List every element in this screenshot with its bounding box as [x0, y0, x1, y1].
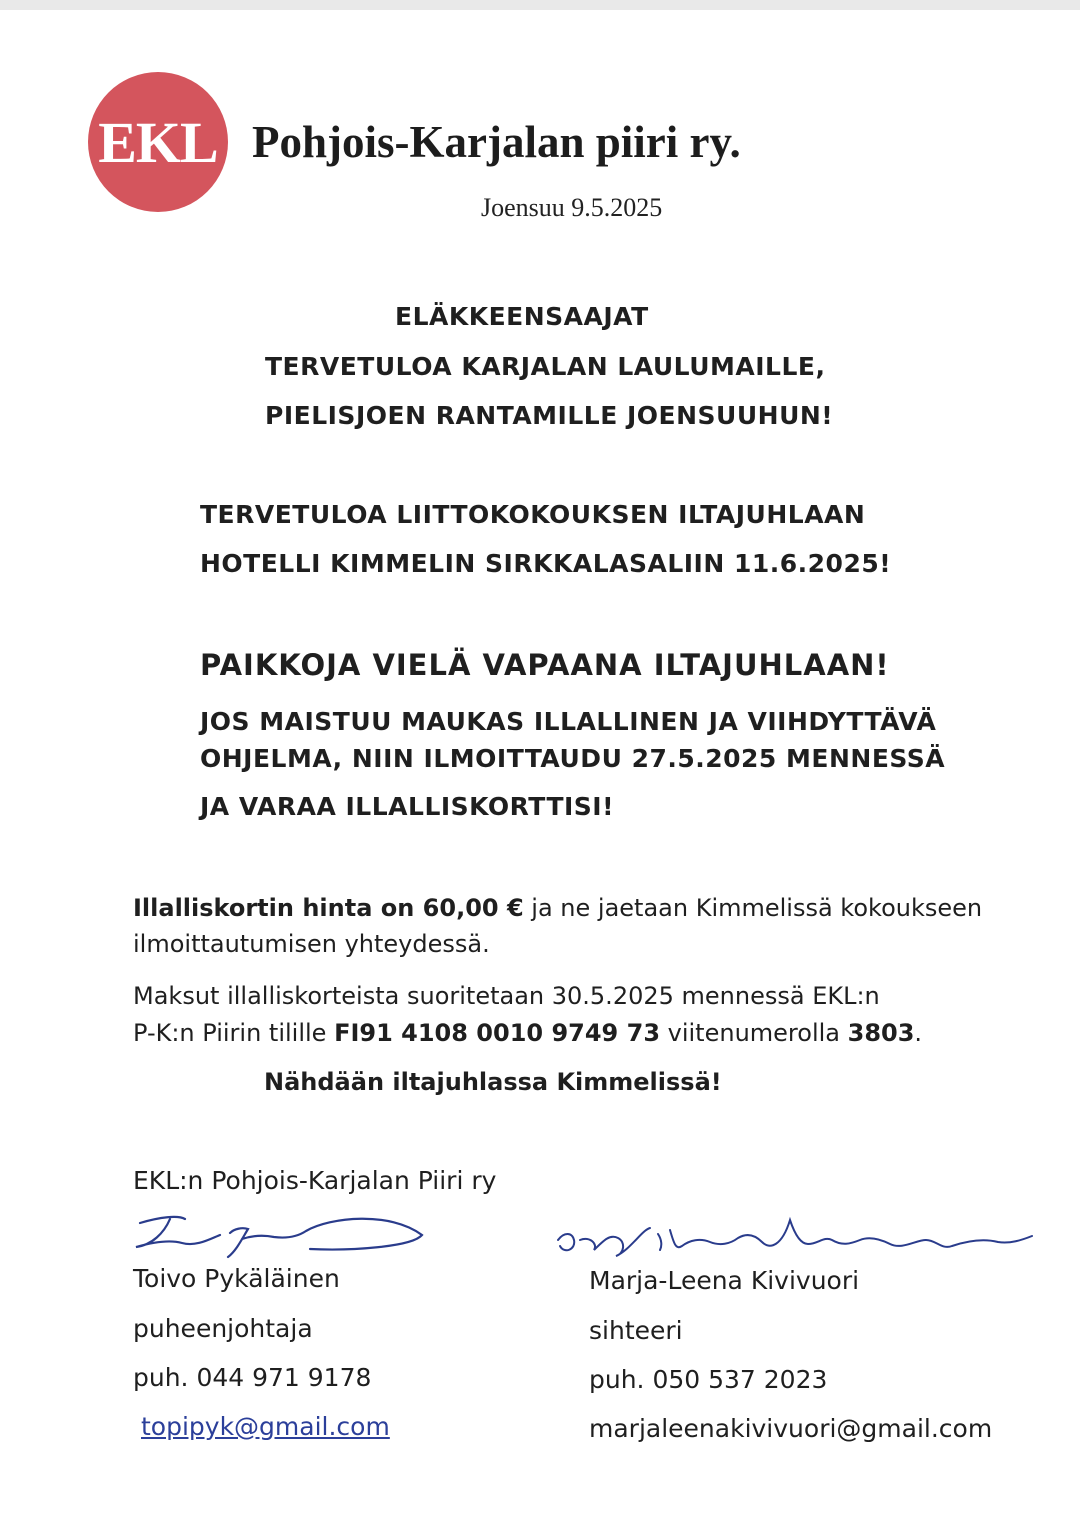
signature-toivo — [130, 1205, 430, 1265]
price-paragraph-line-1 — [133, 894, 982, 922]
right-signer-role: sihteeri — [589, 1316, 683, 1345]
greeting-line-3: PIELISJOEN RANTAMILLE JOENSUUHUN! — [265, 401, 834, 430]
iban: FI91 4108 0010 9749 73 — [334, 1019, 661, 1047]
payment-paragraph-line-2 — [133, 1019, 922, 1047]
invitation-line-2: HOTELLI KIMMELIN SIRKKALASALIIN 11.6.2025! — [200, 549, 892, 578]
price-text: Illalliskortin hinta on 60,00 € — [133, 894, 524, 922]
logo-text: EKL — [98, 109, 218, 175]
signature-organization: EKL:n Pohjois-Karjalan Piiri ry — [133, 1166, 497, 1195]
left-signer-role: puheenjohtaja — [133, 1314, 313, 1343]
seats-line-1: JOS MAISTUU MAUKAS ILLALLINEN JA VIIHDYTTÄVÄ — [200, 707, 937, 736]
left-signer-name: Toivo Pykäläinen — [133, 1264, 340, 1293]
greeting-line-1: ELÄKKEENSAAJAT — [395, 302, 649, 331]
left-signer-email[interactable]: topipyk@gmail.com — [141, 1412, 390, 1441]
greeting-line-2: TERVETULOA KARJALAN LAULUMAILLE, — [265, 352, 826, 381]
signature-marja-leena — [550, 1210, 1040, 1270]
right-signer-name: Marja-Leena Kivivuori — [589, 1266, 860, 1295]
closing-line: Nähdään iltajuhlassa Kimmelissä! — [264, 1068, 722, 1096]
left-signer-phone: puh. 044 971 9178 — [133, 1363, 372, 1392]
invitation-line-1: TERVETULOA LIITTOKOKOUKSEN ILTAJUHLAAN — [200, 500, 866, 529]
right-signer-phone: puh. 050 537 2023 — [589, 1365, 828, 1394]
reference-number: 3803 — [847, 1019, 915, 1047]
seats-headline: PAIKKOJA VIELÄ VAPAANA ILTAJUHLAAN! — [200, 648, 890, 682]
seats-line-2: OHJELMA, NIIN ILMOITTAUDU 27.5.2025 MENNESSÄ — [200, 744, 946, 773]
top-strip — [0, 0, 1080, 10]
ekl-logo — [88, 72, 228, 212]
organization-title: Pohjois-Karjalan piiri ry. — [252, 117, 741, 167]
payment-paragraph-line-1: Maksut illalliskorteista suoritetaan 30.5.2025 mennessä EKL:n — [133, 982, 880, 1010]
price-paragraph-line-2: ilmoittautumisen yhteydessä. — [133, 930, 490, 958]
reference-intro: viitenumerolla — [660, 1019, 848, 1047]
seats-line-3: JA VARAA ILLALLISKORTTISI! — [200, 792, 615, 821]
right-signer-email: marjaleenakivivuori@gmail.com — [589, 1414, 993, 1443]
place-date: Joensuu 9.5.2025 — [481, 193, 663, 222]
price-distribution-text: ja ne jaetaan Kimmelissä kokoukseen — [523, 894, 983, 922]
period: . — [914, 1019, 923, 1047]
account-intro: P-K:n Piirin tilille — [133, 1019, 335, 1047]
